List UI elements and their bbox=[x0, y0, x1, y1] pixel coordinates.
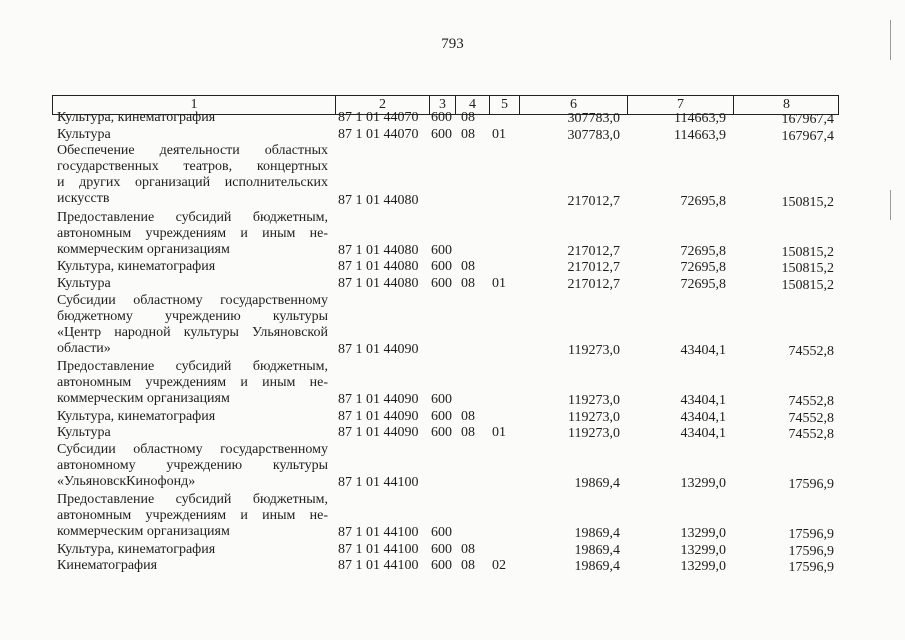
page-number: 793 bbox=[441, 36, 464, 52]
row-col-3: 600 bbox=[431, 392, 452, 408]
row-col-5: 02 bbox=[492, 558, 506, 574]
row-description bbox=[57, 127, 328, 143]
row-value-7: 72695,8 bbox=[680, 194, 726, 209]
row-description-line: области» bbox=[57, 340, 111, 356]
row-col-3: 600 bbox=[431, 259, 452, 275]
header-col-4: 4 bbox=[455, 96, 489, 114]
row-description-line: Предоставление субсидий бюджетным, bbox=[57, 209, 328, 225]
row-description bbox=[57, 293, 328, 357]
row-code: 87 1 01 44080 bbox=[338, 276, 419, 291]
row-description-line: Культура bbox=[57, 425, 111, 441]
row-code: 87 1 01 44100 bbox=[338, 558, 419, 574]
row-col-4: 08 bbox=[461, 276, 475, 291]
row-description bbox=[57, 409, 328, 425]
row-value-7: 13299,0 bbox=[680, 542, 726, 558]
row-value-6: 19869,4 bbox=[574, 526, 620, 541]
row-value-7: 13299,0 bbox=[680, 476, 726, 492]
row-col-3: 600 bbox=[431, 525, 452, 540]
row-col-5: 01 bbox=[492, 425, 506, 441]
row-code: 87 1 01 44080 bbox=[338, 193, 419, 208]
row-value-7: 13299,0 bbox=[680, 559, 726, 575]
row-col-3: 600 bbox=[431, 541, 452, 557]
row-value-8: 167967,4 bbox=[781, 128, 834, 144]
row-value-8: 150815,2 bbox=[781, 261, 834, 277]
row-description-line: Культура, кинематография bbox=[57, 259, 216, 275]
row-code: 87 1 01 44100 bbox=[338, 475, 419, 491]
header-col-6: 6 bbox=[519, 96, 627, 114]
row-value-8: 17596,9 bbox=[788, 477, 834, 493]
row-value-7: 43404,1 bbox=[680, 393, 726, 409]
row-value-7: 13299,0 bbox=[680, 526, 726, 541]
row-description bbox=[57, 492, 328, 540]
row-value-7: 72695,8 bbox=[680, 243, 726, 259]
row-col-3: 600 bbox=[431, 425, 452, 441]
row-col-4: 08 bbox=[461, 259, 475, 275]
row-col-3: 600 bbox=[431, 110, 452, 125]
row-description bbox=[57, 558, 328, 574]
row-col-5: 01 bbox=[492, 126, 506, 142]
row-description-line: автономным учреждениям и иным не- bbox=[57, 375, 328, 390]
row-value-6: 217012,7 bbox=[567, 243, 620, 259]
row-code: 87 1 01 44080 bbox=[338, 242, 419, 258]
row-description-line: Культура, кинематография bbox=[57, 408, 216, 424]
row-description-line: государственных театров, концертных bbox=[57, 159, 328, 175]
scan-mark-right bbox=[890, 20, 891, 60]
row-value-8: 17596,9 bbox=[788, 527, 834, 542]
row-col-4: 08 bbox=[461, 110, 475, 125]
row-code: 87 1 01 44090 bbox=[338, 425, 419, 441]
header-col-8: 8 bbox=[733, 96, 839, 114]
row-description-line: автономным учреждениям и иным не- bbox=[57, 507, 328, 523]
row-code: 87 1 01 44100 bbox=[338, 541, 419, 557]
row-value-7: 43404,1 bbox=[680, 343, 726, 359]
row-description-line: автономному учреждению культуры bbox=[57, 458, 328, 473]
row-code: 87 1 01 44100 bbox=[338, 525, 419, 540]
row-value-6: 19869,4 bbox=[574, 542, 620, 558]
row-description-line: коммерческим организациям bbox=[57, 523, 230, 539]
row-col-3: 600 bbox=[431, 126, 452, 142]
row-description bbox=[57, 259, 328, 275]
row-value-8: 150815,2 bbox=[781, 244, 834, 260]
row-code: 87 1 01 44080 bbox=[338, 259, 419, 275]
row-value-8: 167967,4 bbox=[781, 112, 834, 127]
row-description-line: Субсидии областному государственному bbox=[57, 292, 328, 308]
row-code: 87 1 01 44090 bbox=[338, 408, 419, 424]
row-value-6: 119273,0 bbox=[568, 393, 620, 409]
header-col-5: 5 bbox=[489, 96, 519, 114]
scan-mark-right-lower bbox=[890, 190, 891, 220]
row-description-line: Культура bbox=[57, 126, 111, 142]
row-code: 87 1 01 44070 bbox=[338, 110, 419, 125]
row-description bbox=[57, 442, 328, 490]
row-value-6: 217012,7 bbox=[567, 260, 620, 276]
row-value-7: 43404,1 bbox=[680, 426, 726, 442]
row-description-line: коммерческим организациям bbox=[57, 241, 230, 257]
row-description bbox=[57, 110, 328, 126]
row-col-4: 08 bbox=[461, 126, 475, 142]
row-description-line: и других организаций исполнительских bbox=[57, 175, 328, 191]
row-col-4: 08 bbox=[461, 408, 475, 424]
row-col-4: 08 bbox=[461, 425, 475, 441]
header-col-1: 1 bbox=[190, 97, 198, 112]
row-value-6: 217012,7 bbox=[567, 277, 620, 292]
row-value-7: 72695,8 bbox=[680, 277, 726, 292]
row-col-3: 600 bbox=[431, 408, 452, 424]
row-code: 87 1 01 44070 bbox=[338, 126, 419, 142]
row-description-line: «Центр народной культуры Ульяновской bbox=[57, 324, 328, 340]
row-value-7: 114663,9 bbox=[674, 127, 726, 143]
row-code: 87 1 01 44090 bbox=[338, 342, 419, 358]
row-description bbox=[57, 425, 328, 441]
row-description-line: бюджетному учреждению культуры bbox=[57, 308, 328, 324]
header-col-2: 2 bbox=[335, 96, 429, 114]
row-description bbox=[57, 359, 328, 407]
row-value-6: 217012,7 bbox=[567, 194, 620, 209]
row-description-line: Культура bbox=[57, 276, 111, 291]
row-col-3: 600 bbox=[431, 276, 452, 291]
row-col-4: 08 bbox=[461, 541, 475, 557]
row-value-7: 114663,9 bbox=[674, 111, 726, 126]
row-value-6: 19869,4 bbox=[574, 559, 620, 575]
row-value-8: 74552,8 bbox=[788, 410, 834, 426]
row-description-line: Обеспечение деятельности областных bbox=[57, 143, 328, 159]
row-description bbox=[57, 210, 328, 258]
row-value-8: 150815,2 bbox=[781, 278, 834, 293]
row-description bbox=[57, 143, 328, 207]
row-value-8: 74552,8 bbox=[788, 427, 834, 443]
row-value-8: 74552,8 bbox=[788, 394, 834, 410]
row-description bbox=[57, 542, 328, 558]
row-description-line: «УльяновскКинофонд» bbox=[57, 474, 196, 489]
row-value-8: 17596,9 bbox=[788, 543, 834, 559]
row-description-line: Кинематография bbox=[57, 558, 158, 574]
row-col-5: 01 bbox=[492, 276, 506, 291]
row-value-6: 307783,0 bbox=[567, 127, 620, 143]
row-col-4: 08 bbox=[461, 558, 475, 574]
row-col-3: 600 bbox=[431, 558, 452, 574]
row-description-line: Культура, кинематография bbox=[57, 110, 216, 125]
row-value-6: 119273,0 bbox=[568, 426, 620, 442]
row-value-7: 43404,1 bbox=[680, 409, 726, 425]
row-value-8: 74552,8 bbox=[788, 344, 834, 360]
row-value-8: 17596,9 bbox=[788, 560, 834, 576]
row-description-line: искусств bbox=[57, 191, 110, 207]
row-description-line: Предоставление субсидий бюджетным, bbox=[57, 491, 328, 507]
row-value-7: 72695,8 bbox=[680, 260, 726, 276]
row-description-line: Культура, кинематография bbox=[57, 541, 216, 557]
row-value-6: 307783,0 bbox=[567, 111, 620, 126]
row-description-line: коммерческим организациям bbox=[57, 391, 230, 406]
row-description-line: Субсидии областному государственному bbox=[57, 442, 328, 457]
row-description-line: Предоставление субсидий бюджетным, bbox=[57, 359, 328, 374]
row-value-6: 119273,0 bbox=[568, 409, 620, 425]
header-col-7: 7 bbox=[627, 96, 733, 114]
row-description bbox=[57, 276, 328, 292]
row-description-line: автономным учреждениям и иным не- bbox=[57, 225, 328, 241]
row-col-3: 600 bbox=[431, 242, 452, 258]
header-col-3: 3 bbox=[429, 96, 455, 114]
row-value-8: 150815,2 bbox=[781, 195, 834, 210]
row-code: 87 1 01 44090 bbox=[338, 392, 419, 408]
row-value-6: 119273,0 bbox=[568, 343, 620, 359]
row-value-6: 19869,4 bbox=[574, 476, 620, 492]
